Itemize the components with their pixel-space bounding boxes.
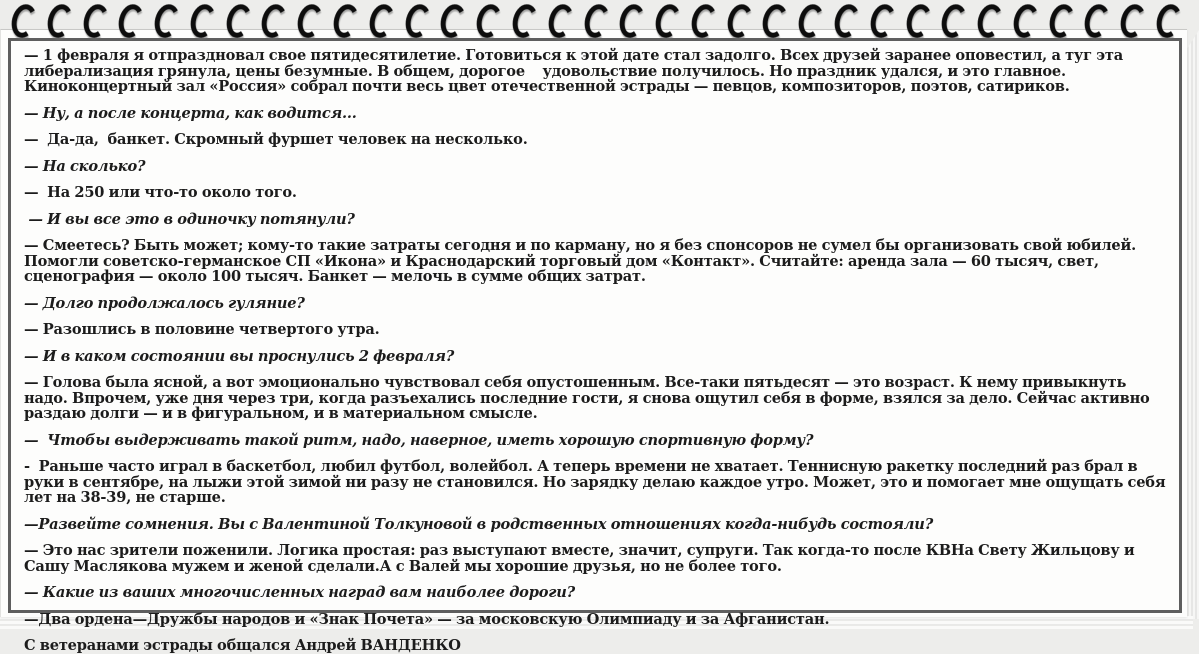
spiral-ring-icon — [652, 2, 684, 41]
interview-paragraph-answer: — Это нас зрители поженили. Логика простая: раз выступают вместе, значит, супруги. Так когда-то после КВНа Свету Жильцову и Сашу Маслякова мужем и женой сделали.А с Валей мы хорошие друзья, но не более того. — [24, 542, 1135, 575]
interview-paragraph-question: — На сколько? — [24, 157, 146, 175]
spiral-ring-icon — [402, 2, 434, 41]
page-stack-edge-right — [1185, 30, 1199, 619]
interview-paragraph-question: — И вы все это в одиночку потянули? — [24, 210, 355, 228]
spiral-ring-icon — [581, 2, 613, 41]
interview-paragraph-question: — Какие из ваших многочисленных наград вам наиболее дороги? — [24, 584, 576, 601]
spiral-binding — [12, 4, 1181, 40]
spiral-ring-icon — [903, 2, 935, 41]
spiral-ring-icon — [80, 2, 112, 41]
interview-paragraph-answer: — Смеетесь? Быть может; кому-то такие затраты сегодня и по карману, но я без спонсоров не сумел бы организовать свой юбилей. Помогли советско-германское СП «Икона» и Краснодарский торговый дом «Контакт». Считайте: аренда зала — 60 тысяч, свет, сценография — около 100 тысяч. Банкет — мелочь в сумме общих затрат. — [24, 237, 1137, 285]
spiral-ring-icon — [617, 2, 649, 41]
interview-paragraph-answer: — Да-да, банкет. Скромный фуршет человек на несколько. — [24, 131, 528, 148]
interview-paragraph-question: — Ну, а после концерта, как водится... — [24, 104, 357, 122]
spiral-ring-icon — [688, 2, 720, 41]
interview-paragraph-answer: — Разошлись в половине четвертого утра. — [24, 321, 380, 338]
interview-paragraph-question: —Развейте сомнения. Вы с Валентиной Толкуновой в родственных отношениях когда-нибудь состояли? — [24, 515, 934, 533]
spiral-ring-icon — [259, 2, 291, 41]
spiral-ring-icon — [294, 2, 326, 41]
article-frame — [8, 38, 1182, 654]
spiral-ring-icon — [438, 2, 470, 41]
spiral-ring-icon — [473, 2, 505, 41]
interview-paragraph-question: — Чтобы выдерживать такой ритм, надо, наверное, иметь хорошую спортивную форму? — [24, 431, 814, 449]
spiral-ring-icon — [545, 2, 577, 41]
interviewer-credit: С ветеранами эстрады общался Андрей ВАНДЕНКО — [24, 637, 461, 654]
interview-paragraph-answer: — Голова была ясной, а вот эмоционально чувствовал себя опустошенным. Все-таки пятьдесят — это возраст. К нему привыкнуть надо. Впрочем, уже дня через три, когда разъехались последние гости, я снова ощутил себя в форме, взялся за дело. Сейчас активно раздаю долги — и в фигуральном, и в материальном смысле. — [24, 374, 1150, 422]
spiral-ring-icon — [974, 2, 1006, 41]
spiral-ring-icon — [1082, 2, 1114, 41]
spiral-ring-icon — [366, 2, 398, 41]
spiral-ring-icon — [116, 2, 148, 41]
spiral-ring-icon — [1046, 2, 1078, 41]
spiral-ring-icon — [44, 2, 76, 41]
interview-paragraph-answer: — На 250 или что-то около того. — [24, 184, 297, 201]
spiral-ring-icon — [509, 2, 541, 41]
spiral-ring-icon — [795, 2, 827, 41]
interview-paragraph-question: — Долго продолжалось гуляние? — [24, 294, 305, 312]
interview-paragraph-question: — И в каком состоянии вы проснулись 2 февраля? — [24, 347, 455, 365]
spiral-ring-icon — [831, 2, 863, 41]
spiral-ring-icon — [8, 2, 40, 41]
spiral-ring-icon — [1010, 2, 1042, 41]
spiral-ring-icon — [867, 2, 899, 41]
interview-text — [24, 48, 1167, 654]
interview-paragraph-answer: - Раньше часто играл в баскетбол, любил футбол, волейбол. А теперь времени не хватает. Теннисную ракетку последний раз брал в руки в сентябре, на лыжи этой зимой ни разу не становился. Но зарядку делаю каждое утро. Может, это и помогает мне ощущать себя лет на 38-39, не старше. — [24, 458, 1166, 506]
spiral-ring-icon — [1153, 2, 1185, 41]
spiral-ring-icon — [187, 2, 219, 41]
spiral-ring-icon — [223, 2, 255, 41]
spiral-ring-icon — [724, 2, 756, 41]
interview-paragraph-answer: —Два ордена—Дружбы народов и «Знак Почета» — за московскую Олимпиаду и за Афганистан. — [24, 610, 830, 628]
interview-paragraph-answer: — 1 февраля я отпраздновал свое пятидесятилетие. Готовиться к этой дате стал задолго. Всех друзей заранее оповестил, а туг эта либерализация грянула, цены безумные. В общем, дорогое удовольствие получилось. Но праздник удался, и это главное. Киноконцертный зал «Россия» собрал почти весь цвет отечественной эстрады — певцов, композиторов, поэтов, сатириков. — [24, 47, 1123, 95]
spiral-ring-icon — [760, 2, 792, 41]
spiral-ring-icon — [330, 2, 362, 41]
spiral-ring-icon — [151, 2, 183, 41]
spiral-ring-icon — [1117, 2, 1149, 41]
spiral-ring-icon — [939, 2, 971, 41]
